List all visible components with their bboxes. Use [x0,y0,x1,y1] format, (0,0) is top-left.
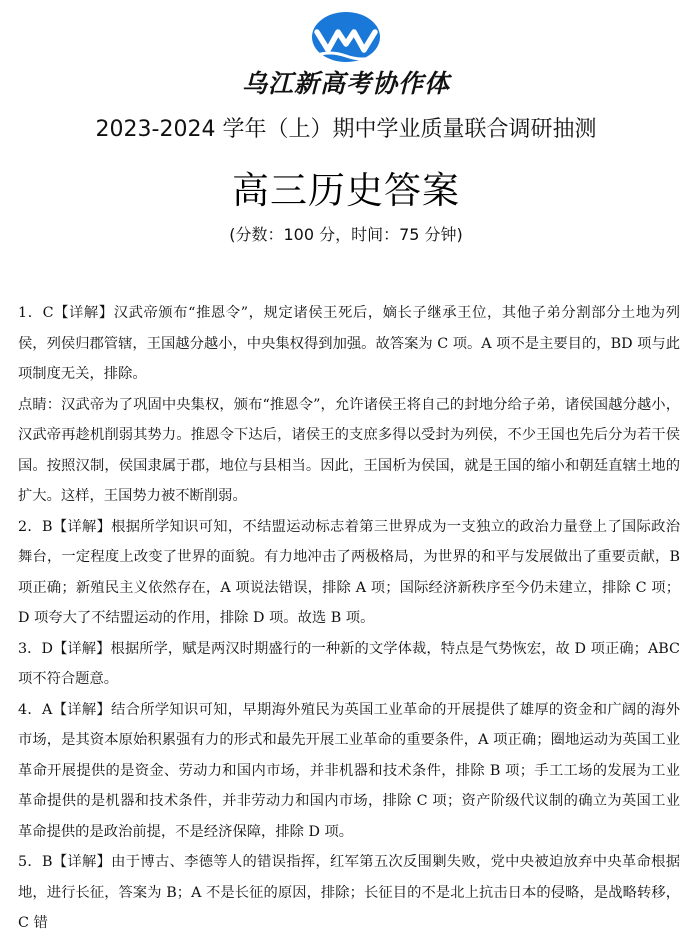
answer-content [18,298,680,939]
exam-subtitle: 2023-2024 学年（上）期中学业质量联合调研抽测 [95,117,597,142]
page-title: 高三历史答案 [232,169,460,212]
answer-paragraph: 2．B【详解】根据所学知识可知，不结盟运动标志着第三世界成为一支独立的政治力量登上了国际政治舞台，一定程度上改变了世界的面貌。有力地冲击了两极格局，为世界的和平与发展做出了重要贡献，B 项正确；新殖民主义依然存在，A 项说法错误，排除 A 项；国际经济新秩序至今仍未建立，排除 C 项；D 项夸大了不结盟运动的作用，排除 D 项。故选 B 项。 [18,518,680,626]
answer-note-paragraph: 点睛：汉武帝为了巩固中央集权，颁布“推恩令”，允许诸侯王将自己的封地分给子弟，诸侯国越分越小，汉武帝再趁机削弱其势力。推恩令下达后，诸侯王的支庶多得以受封为列侯，不少王国也先后分为若干侯国。按照汉制，侯国隶属于郡，地位与县相当。因此，王国析为侯国，就是王国的缩小和朝廷直辖土地的扩大。这样，王国势力被不断削弱。 [18,396,680,504]
brand-name: 乌江新高考协作体 [241,69,450,98]
wave-logo-icon [309,10,383,66]
answer-paragraph: 3．D【详解】根据所学，赋是两汉时期盛行的一种新的文学体裁，特点是气势恢宏，故 D 项正确；ABC 项不符合题意。 [18,640,680,687]
answer-paragraph: 5．B【详解】由于博古、李德等人的错误指挥，红军第五次反围剿失败，党中央被迫放弃中央革命根据地，进行长征，答案为 B；A 不是长征的原因，排除；长征目的不是北上抗击日本的侵略，是战略转移，C 错 [18,854,680,931]
answer-paragraph: 1．C【详解】汉武帝颁布“推恩令”，规定诸侯王死后，嫡长子继承王位，其他子弟分割部分土地为列侯，列侯归郡管辖，王国越分越小，中央集权得到加强。故答案为 C 项。A 项不是主要目的，BD 项与此项制度无关，排除。 [18,305,680,382]
wave-logo-icon [0,10,692,66]
answer-paragraph: 4．A【详解】结合所学知识可知，早期海外殖民为英国工业革命的开展提供了雄厚的资金和广阔的海外市场，是其资本原始积累强有力的形式和最先开展工业革命的重要条件，A 项正确；圈地运动为英国工业革命开展提供的是资金、劳动力和国内市场，并非机器和技术条件，排除 B 项；手工工场的发展为工业革命提供的是机器和技术条件，并非劳动力和国内市场，排除 C 项；资产阶级代议制的确立为英国工业革命提供的是政治前提，不是经济保障，排除 D 项。 [18,701,680,840]
exam-meta: (分数：100 分，时间：75 分钟) [229,225,463,244]
